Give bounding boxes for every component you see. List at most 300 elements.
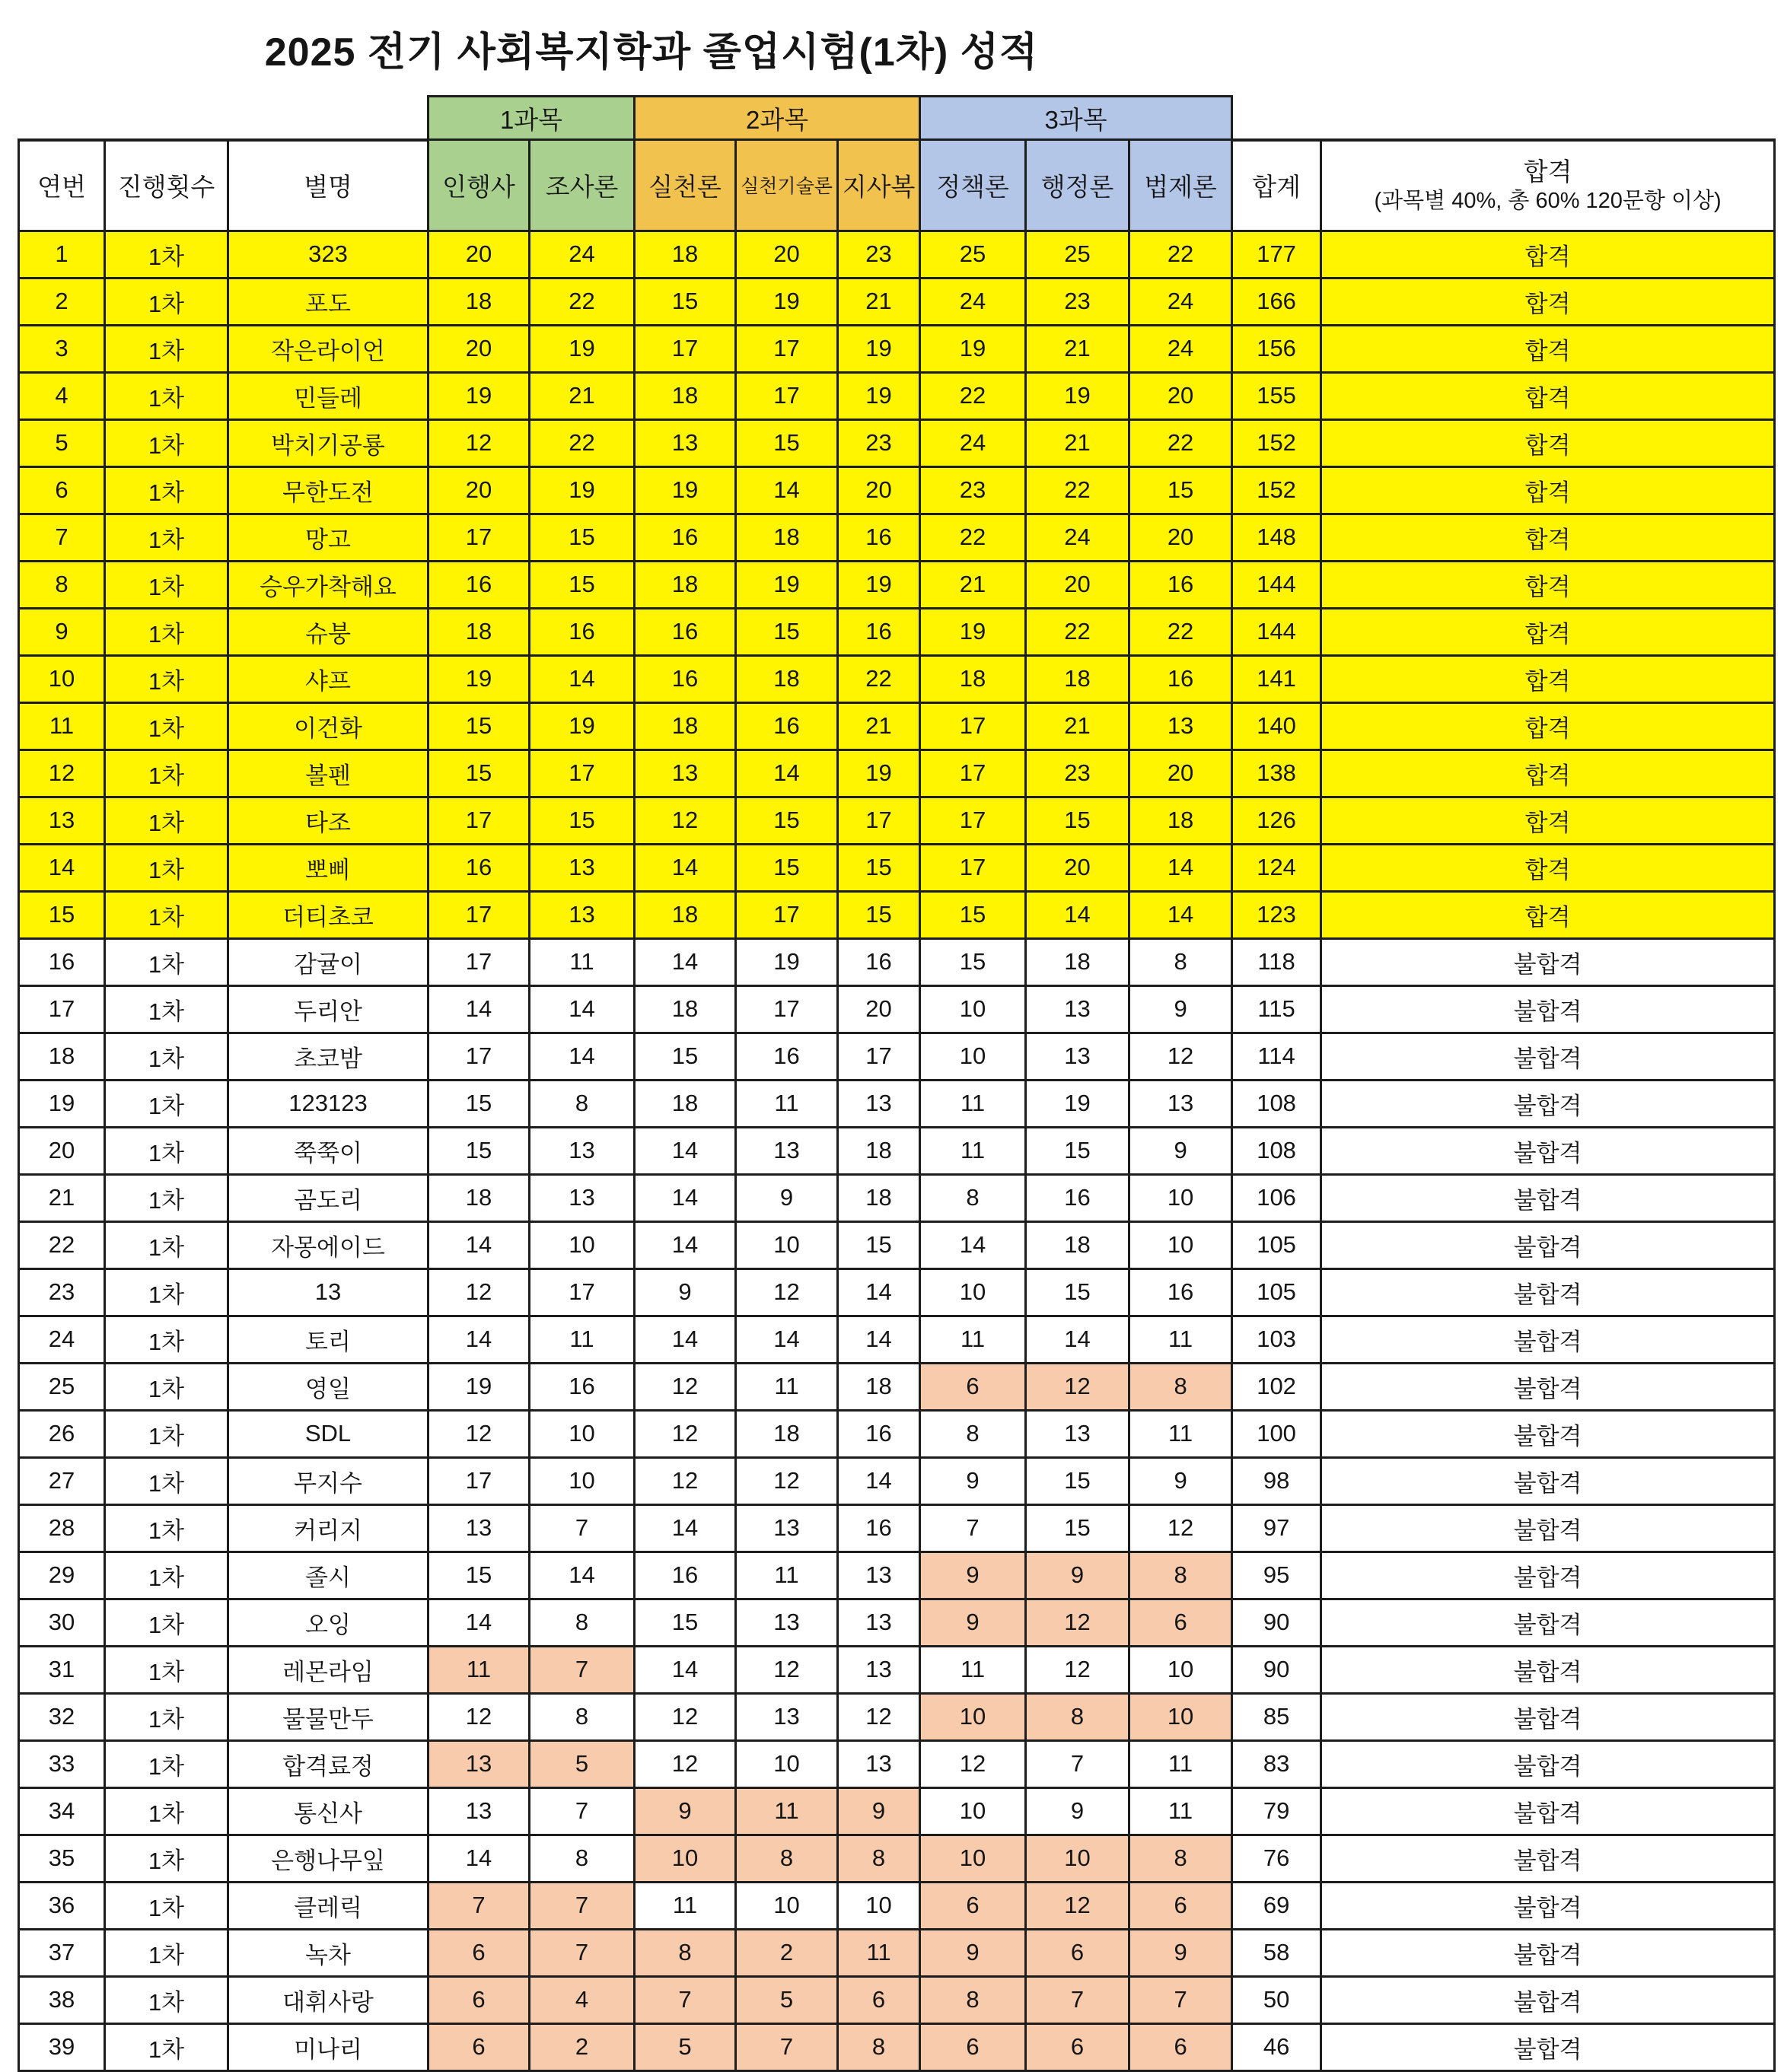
score-cell: 20 [1129, 514, 1232, 561]
nickname-cell: 민들레 [228, 372, 428, 419]
row-number-cell: 24 [19, 1316, 105, 1363]
table-row [19, 750, 1775, 797]
score-cell: 11 [1129, 1740, 1232, 1787]
score-cell: 12 [1129, 1504, 1232, 1552]
attempt-cell: 1차 [105, 1080, 228, 1127]
score-cell: 15 [920, 891, 1026, 938]
row-number-cell: 14 [19, 844, 105, 891]
total-cell: 166 [1232, 278, 1321, 325]
attempt-cell: 1차 [105, 1929, 228, 1976]
table-row [19, 655, 1775, 702]
score-cell: 12 [428, 419, 530, 466]
score-cell: 16 [530, 1363, 635, 1410]
score-cell: 16 [428, 844, 530, 891]
row-number-cell: 16 [19, 938, 105, 985]
score-cell: 16 [1026, 1174, 1129, 1221]
attempt-cell: 1차 [105, 1221, 228, 1268]
score-cell: 15 [1026, 1504, 1129, 1552]
result-cell: 불합격 [1321, 1316, 1775, 1363]
score-cell: 14 [428, 1316, 530, 1363]
score-cell: 13 [1026, 1410, 1129, 1457]
row-number-cell: 15 [19, 891, 105, 938]
score-cell: 13 [736, 1504, 838, 1552]
nickname-cell: 더티초코 [228, 891, 428, 938]
attempt-cell: 1차 [105, 1127, 228, 1174]
result-cell: 불합격 [1321, 1410, 1775, 1457]
score-cell: 13 [838, 1080, 920, 1127]
score-cell: 15 [838, 891, 920, 938]
score-cell: 16 [635, 655, 736, 702]
total-cell: 85 [1232, 1693, 1321, 1740]
score-cell: 13 [1026, 1033, 1129, 1080]
attempt-cell: 1차 [105, 655, 228, 702]
score-cell: 12 [736, 1457, 838, 1504]
score-cell: 8 [530, 1080, 635, 1127]
score-cell: 20 [428, 231, 530, 278]
score-cell: 15 [838, 1221, 920, 1268]
score-cell: 23 [838, 231, 920, 278]
result-cell: 합격 [1321, 325, 1775, 372]
row-number-cell: 27 [19, 1457, 105, 1504]
total-cell: 141 [1232, 655, 1321, 702]
attempt-cell: 1차 [105, 325, 228, 372]
score-cell: 13 [530, 891, 635, 938]
score-cell: 16 [838, 514, 920, 561]
score-cell: 12 [635, 1740, 736, 1787]
table-row [19, 419, 1775, 466]
score-cell: 8 [1129, 1552, 1232, 1599]
nickname-cell: 통신사 [228, 1787, 428, 1835]
col-header-s2: 조사론 [530, 140, 635, 231]
result-cell: 합격 [1321, 655, 1775, 702]
table-row [19, 1835, 1775, 1882]
nickname-cell: 뽀삐 [228, 844, 428, 891]
row-number-cell: 18 [19, 1033, 105, 1080]
score-cell: 9 [635, 1268, 736, 1316]
score-cell: 9 [920, 1457, 1026, 1504]
score-cell: 13 [428, 1787, 530, 1835]
score-cell: 12 [428, 1410, 530, 1457]
score-cell: 19 [736, 561, 838, 608]
score-cell: 13 [1129, 1080, 1232, 1127]
score-cell: 8 [920, 1174, 1026, 1221]
score-cell: 11 [920, 1080, 1026, 1127]
score-cell: 20 [1129, 750, 1232, 797]
score-cell: 20 [428, 325, 530, 372]
score-cell: 18 [920, 655, 1026, 702]
score-cell: 14 [920, 1221, 1026, 1268]
score-cell: 16 [736, 702, 838, 750]
row-number-cell: 35 [19, 1835, 105, 1882]
score-cell: 6 [428, 2023, 530, 2070]
score-cell: 11 [530, 938, 635, 985]
col-header-s4: 실천기술론 [736, 140, 838, 231]
score-cell: 16 [838, 608, 920, 655]
score-cell: 15 [530, 514, 635, 561]
attempt-cell: 1차 [105, 1787, 228, 1835]
score-cell: 14 [838, 1268, 920, 1316]
score-cell: 21 [1026, 325, 1129, 372]
table-row [19, 1504, 1775, 1552]
score-cell: 15 [635, 1033, 736, 1080]
score-cell: 12 [635, 797, 736, 844]
score-cell: 11 [736, 1363, 838, 1410]
score-cell: 19 [1026, 1080, 1129, 1127]
score-cell: 19 [736, 278, 838, 325]
row-number-cell: 19 [19, 1080, 105, 1127]
attempt-cell: 1차 [105, 278, 228, 325]
score-cell: 15 [428, 1127, 530, 1174]
score-cell: 14 [428, 1599, 530, 1646]
table-row [19, 325, 1775, 372]
result-cell: 합격 [1321, 419, 1775, 466]
row-number-cell: 36 [19, 1882, 105, 1929]
total-cell: 152 [1232, 419, 1321, 466]
score-cell: 8 [838, 2023, 920, 2070]
group-spacer-right [1232, 97, 1775, 140]
nickname-cell: 볼펜 [228, 750, 428, 797]
row-number-cell: 31 [19, 1646, 105, 1693]
score-cell: 19 [530, 325, 635, 372]
table-row [19, 1127, 1775, 1174]
score-cell: 19 [838, 561, 920, 608]
result-cell: 합격 [1321, 466, 1775, 514]
nickname-cell: 샤프 [228, 655, 428, 702]
score-cell: 10 [838, 1882, 920, 1929]
score-cell: 9 [635, 1787, 736, 1835]
score-cell: 17 [920, 844, 1026, 891]
total-cell: 123 [1232, 891, 1321, 938]
nickname-cell: 커리지 [228, 1504, 428, 1552]
result-cell: 합격 [1321, 561, 1775, 608]
score-cell: 15 [736, 419, 838, 466]
score-cell: 8 [530, 1693, 635, 1740]
score-cell: 17 [736, 372, 838, 419]
score-cell: 14 [530, 655, 635, 702]
table-row [19, 844, 1775, 891]
table-row [19, 702, 1775, 750]
score-cell: 11 [920, 1646, 1026, 1693]
nickname-cell: 무지수 [228, 1457, 428, 1504]
pass-header-title: 합격 [1523, 157, 1572, 186]
score-cell: 16 [838, 1504, 920, 1552]
attempt-cell: 1차 [105, 231, 228, 278]
total-cell: 115 [1232, 985, 1321, 1033]
total-cell: 100 [1232, 1410, 1321, 1457]
score-cell: 16 [428, 561, 530, 608]
score-cell: 21 [838, 702, 920, 750]
score-cell: 10 [920, 1268, 1026, 1316]
row-number-cell: 20 [19, 1127, 105, 1174]
score-cell: 12 [635, 1457, 736, 1504]
attempt-cell: 1차 [105, 1740, 228, 1787]
score-cell: 6 [1129, 1599, 1232, 1646]
score-cell: 6 [428, 1929, 530, 1976]
table-row [19, 231, 1775, 278]
score-cell: 14 [838, 1457, 920, 1504]
group-header-subject1: 1과목 [428, 97, 635, 140]
score-cell: 16 [1129, 1268, 1232, 1316]
score-cell: 14 [428, 1835, 530, 1882]
score-cell: 23 [920, 466, 1026, 514]
score-cell: 13 [838, 1599, 920, 1646]
result-cell: 불합격 [1321, 1646, 1775, 1693]
row-number-cell: 17 [19, 985, 105, 1033]
score-cell: 9 [736, 1174, 838, 1221]
nickname-cell: 작은라이언 [228, 325, 428, 372]
total-cell: 106 [1232, 1174, 1321, 1221]
pass-header-criteria: (과목별 40%, 총 60% 120문항 이상) [1374, 189, 1722, 213]
table-row [19, 1363, 1775, 1410]
score-cell: 18 [736, 514, 838, 561]
score-cell: 7 [635, 1976, 736, 2023]
row-number-cell: 9 [19, 608, 105, 655]
row-number-cell: 33 [19, 1740, 105, 1787]
score-cell: 9 [1129, 1457, 1232, 1504]
score-cell: 18 [428, 1174, 530, 1221]
result-cell: 불합격 [1321, 1127, 1775, 1174]
score-cell: 18 [635, 702, 736, 750]
score-cell: 14 [635, 844, 736, 891]
table-row [19, 1316, 1775, 1363]
nickname-cell: 자몽에이드 [228, 1221, 428, 1268]
score-cell: 15 [635, 1599, 736, 1646]
col-header-nickname: 별명 [228, 140, 428, 231]
result-cell: 합격 [1321, 750, 1775, 797]
score-cell: 19 [838, 325, 920, 372]
score-cell: 12 [1026, 1646, 1129, 1693]
score-cell: 6 [1129, 1882, 1232, 1929]
score-cell: 13 [736, 1693, 838, 1740]
score-cell: 14 [428, 1221, 530, 1268]
score-cell: 7 [428, 1882, 530, 1929]
row-number-cell: 38 [19, 1976, 105, 2023]
result-cell: 불합격 [1321, 1929, 1775, 1976]
table-row [19, 891, 1775, 938]
score-cell: 18 [736, 655, 838, 702]
result-cell: 불합격 [1321, 1221, 1775, 1268]
row-number-cell: 22 [19, 1221, 105, 1268]
score-cell: 17 [428, 514, 530, 561]
score-cell: 22 [530, 278, 635, 325]
score-cell: 17 [428, 1033, 530, 1080]
result-cell: 불합격 [1321, 1268, 1775, 1316]
table-row [19, 1221, 1775, 1268]
score-cell: 10 [1026, 1835, 1129, 1882]
table-row [19, 1882, 1775, 1929]
result-cell: 불합격 [1321, 1882, 1775, 1929]
score-cell: 10 [920, 985, 1026, 1033]
score-cell: 7 [530, 1787, 635, 1835]
result-cell: 불합격 [1321, 1552, 1775, 1599]
score-cell: 18 [1026, 655, 1129, 702]
score-cell: 15 [1129, 466, 1232, 514]
attempt-cell: 1차 [105, 1835, 228, 1882]
table-row [19, 2023, 1775, 2070]
score-cell: 11 [428, 1646, 530, 1693]
total-cell: 156 [1232, 325, 1321, 372]
score-cell: 19 [635, 466, 736, 514]
score-cell: 18 [1026, 938, 1129, 985]
result-cell: 불합격 [1321, 1363, 1775, 1410]
attempt-cell: 1차 [105, 1410, 228, 1457]
row-number-cell: 8 [19, 561, 105, 608]
total-cell: 97 [1232, 1504, 1321, 1552]
score-cell: 17 [838, 797, 920, 844]
attempt-cell: 1차 [105, 750, 228, 797]
result-cell: 불합격 [1321, 2023, 1775, 2070]
score-cell: 17 [530, 750, 635, 797]
score-cell: 12 [838, 1693, 920, 1740]
score-cell: 14 [635, 1174, 736, 1221]
score-cell: 15 [736, 844, 838, 891]
table-row [19, 1646, 1775, 1693]
score-cell: 8 [1129, 1363, 1232, 1410]
score-cell: 17 [428, 1457, 530, 1504]
score-cell: 12 [635, 1363, 736, 1410]
col-header-pass [1321, 140, 1775, 231]
score-cell: 23 [1026, 750, 1129, 797]
result-cell: 불합격 [1321, 1504, 1775, 1552]
score-cell: 20 [1129, 372, 1232, 419]
score-cell: 18 [635, 561, 736, 608]
table-row [19, 1740, 1775, 1787]
total-cell: 105 [1232, 1268, 1321, 1316]
nickname-cell: 초코밤 [228, 1033, 428, 1080]
table-row [19, 1787, 1775, 1835]
nickname-cell: 녹차 [228, 1929, 428, 1976]
score-cell: 16 [736, 1033, 838, 1080]
score-cell: 15 [1026, 1268, 1129, 1316]
score-cell: 18 [428, 278, 530, 325]
total-cell: 46 [1232, 2023, 1321, 2070]
score-cell: 8 [736, 1835, 838, 1882]
score-cell: 11 [1129, 1316, 1232, 1363]
attempt-cell: 1차 [105, 514, 228, 561]
col-header-s1: 인행사 [428, 140, 530, 231]
attempt-cell: 1차 [105, 702, 228, 750]
total-cell: 155 [1232, 372, 1321, 419]
attempt-cell: 1차 [105, 1693, 228, 1740]
score-cell: 5 [530, 1740, 635, 1787]
attempt-cell: 1차 [105, 891, 228, 938]
score-cell: 13 [428, 1740, 530, 1787]
row-number-cell: 11 [19, 702, 105, 750]
nickname-cell: 망고 [228, 514, 428, 561]
score-cell: 7 [1026, 1740, 1129, 1787]
score-cell: 21 [1026, 702, 1129, 750]
attempt-cell: 1차 [105, 1646, 228, 1693]
score-cell: 22 [838, 655, 920, 702]
result-cell: 합격 [1321, 231, 1775, 278]
result-cell: 합격 [1321, 608, 1775, 655]
score-cell: 2 [736, 1929, 838, 1976]
col-header-attempt: 진행횟수 [105, 140, 228, 231]
score-cell: 8 [1026, 1693, 1129, 1740]
score-cell: 12 [428, 1693, 530, 1740]
nickname-cell: 무한도전 [228, 466, 428, 514]
attempt-cell: 1차 [105, 1174, 228, 1221]
score-cell: 11 [838, 1929, 920, 1976]
table-row [19, 797, 1775, 844]
row-number-cell: 23 [19, 1268, 105, 1316]
total-cell: 152 [1232, 466, 1321, 514]
attempt-cell: 1차 [105, 419, 228, 466]
score-cell: 15 [428, 702, 530, 750]
score-cell: 9 [920, 1599, 1026, 1646]
score-cell: 7 [530, 1504, 635, 1552]
table-row [19, 938, 1775, 985]
score-cell: 15 [736, 797, 838, 844]
table-row [19, 1929, 1775, 1976]
total-cell: 90 [1232, 1599, 1321, 1646]
col-header-s7: 행정론 [1026, 140, 1129, 231]
score-cell: 6 [1129, 2023, 1232, 2070]
total-cell: 124 [1232, 844, 1321, 891]
nickname-cell: 토리 [228, 1316, 428, 1363]
total-cell: 148 [1232, 514, 1321, 561]
score-cell: 13 [838, 1552, 920, 1599]
score-cell: 17 [920, 797, 1026, 844]
row-number-cell: 10 [19, 655, 105, 702]
score-cell: 7 [1026, 1976, 1129, 2023]
row-number-cell: 5 [19, 419, 105, 466]
score-cell: 19 [838, 750, 920, 797]
nickname-cell: 곰도리 [228, 1174, 428, 1221]
score-cell: 7 [530, 1882, 635, 1929]
score-cell: 19 [736, 938, 838, 985]
total-cell: 108 [1232, 1080, 1321, 1127]
result-cell: 합격 [1321, 844, 1775, 891]
score-cell: 19 [838, 372, 920, 419]
score-cell: 14 [530, 1033, 635, 1080]
result-cell: 불합격 [1321, 938, 1775, 985]
score-cell: 12 [1026, 1599, 1129, 1646]
attempt-cell: 1차 [105, 1457, 228, 1504]
score-cell: 9 [838, 1787, 920, 1835]
grade-table-body [19, 231, 1775, 2070]
nickname-cell: 포도 [228, 278, 428, 325]
score-cell: 10 [736, 1740, 838, 1787]
score-cell: 6 [1026, 2023, 1129, 2070]
score-cell: 13 [736, 1599, 838, 1646]
nickname-cell: SDL [228, 1410, 428, 1457]
total-cell: 126 [1232, 797, 1321, 844]
score-cell: 14 [736, 750, 838, 797]
score-cell: 8 [920, 1410, 1026, 1457]
score-cell: 12 [736, 1646, 838, 1693]
score-cell: 12 [428, 1268, 530, 1316]
nickname-cell: 감귤이 [228, 938, 428, 985]
score-cell: 24 [1129, 325, 1232, 372]
total-cell: 138 [1232, 750, 1321, 797]
result-cell: 불합격 [1321, 1693, 1775, 1740]
table-row [19, 1693, 1775, 1740]
table-row [19, 1457, 1775, 1504]
score-cell: 18 [635, 231, 736, 278]
score-cell: 14 [635, 1646, 736, 1693]
row-number-cell: 21 [19, 1174, 105, 1221]
score-cell: 18 [838, 1127, 920, 1174]
score-cell: 13 [736, 1127, 838, 1174]
score-cell: 14 [1129, 844, 1232, 891]
score-cell: 18 [838, 1174, 920, 1221]
score-cell: 24 [920, 278, 1026, 325]
score-cell: 16 [838, 938, 920, 985]
total-cell: 50 [1232, 1976, 1321, 2023]
score-cell: 20 [838, 466, 920, 514]
nickname-cell: 물물만두 [228, 1693, 428, 1740]
